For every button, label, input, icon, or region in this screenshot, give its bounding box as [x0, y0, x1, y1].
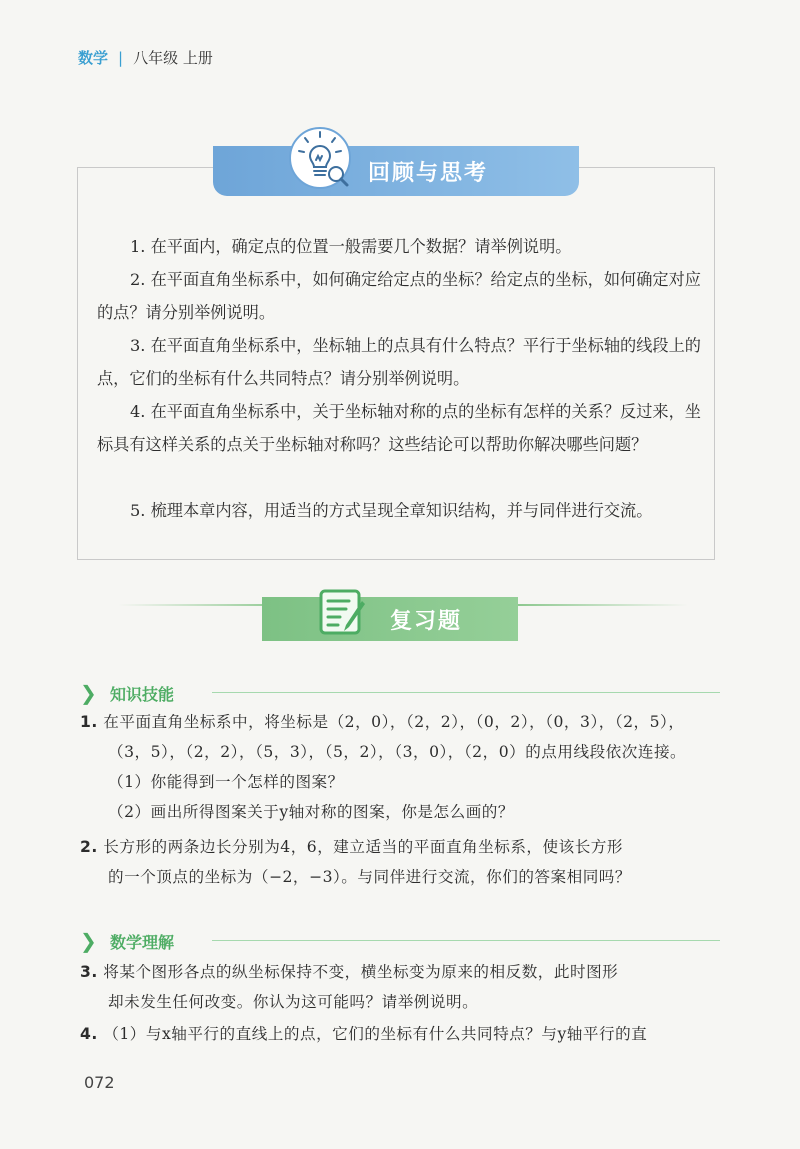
subject-label: 数学	[78, 49, 109, 67]
question-text: 却未发生任何改变。你认为这可能吗？请举例说明。	[108, 993, 479, 1011]
lightbulb-icon	[283, 120, 357, 194]
review-item-3: 3. 在平面直角坐标系中，坐标轴上的点具有什么特点？平行于坐标轴的线段上的点，它们的坐标有什么共同特点？请分别举例说明。	[97, 336, 701, 388]
question-number: 2.	[80, 838, 98, 856]
question-1	[80, 707, 730, 827]
sub-question: （1）你能得到一个怎样的图案？	[108, 773, 344, 791]
question-text: 的一个顶点的坐标为（−2，−3）。与同伴进行交流，你们的答案相同吗？	[108, 868, 631, 886]
question-text: （3，5），（2，2），（5，3），（5，2），（3，0），（2，0）的点用线段依次连接。	[108, 743, 687, 761]
question-text: （1）与x轴平行的直线上的点，它们的坐标有什么共同特点？与y轴平行的直	[103, 1025, 648, 1043]
sub-question: （2）画出所得图案关于y轴对称的图案，你是怎么画的？	[108, 803, 514, 821]
page-number: 072	[84, 1073, 115, 1092]
section-math-understanding	[80, 929, 720, 953]
question-number: 1.	[80, 713, 98, 731]
review-item-1: 1. 在平面内，确定点的位置一般需要几个数据？请举例说明。	[130, 237, 572, 256]
question-2	[80, 832, 730, 892]
question-text: 长方形的两条边长分别为4，6，建立适当的平面直角坐标系，使该长方形	[103, 838, 623, 856]
question-3	[80, 957, 730, 1017]
page-header	[78, 47, 213, 68]
chevron-right-icon: ❯	[80, 929, 97, 953]
review-banner	[213, 146, 579, 196]
exercise-title: 复习题	[390, 609, 463, 634]
notepad-icon	[316, 585, 372, 641]
question-number: 3.	[80, 963, 98, 981]
question-number: 4.	[80, 1025, 98, 1043]
question-text: 将某个图形各点的纵坐标保持不变，横坐标变为原来的相反数，此时图形	[103, 963, 619, 981]
section-label: 知识技能	[110, 685, 175, 704]
review-item-5: 5. 梳理本章内容，用适当的方式呈现全章知识结构，并与同伴进行交流。	[130, 501, 653, 520]
section-label: 数学理解	[110, 933, 175, 952]
header-separator: |	[118, 49, 124, 67]
chevron-right-icon: ❯	[80, 681, 97, 705]
question-4	[80, 1019, 730, 1049]
section-knowledge-skills	[80, 681, 720, 705]
question-text: 在平面直角坐标系中，将坐标是（2，0），（2，2），（0，2），（0，3），（2，5），	[103, 713, 685, 731]
review-title: 回顾与思考	[368, 161, 489, 186]
review-item-2: 2. 在平面直角坐标系中，如何确定给定点的坐标？给定点的坐标，如何确定对应的点？请分别举例说明。	[97, 270, 701, 322]
exercise-banner	[262, 597, 518, 641]
grade-label: 八年级 上册	[133, 49, 213, 67]
review-item-4: 4. 在平面直角坐标系中，关于坐标轴对称的点的坐标有怎样的关系？反过来，坐标具有这样关系的点关于坐标轴对称吗？这些结论可以帮助你解决哪些问题？	[97, 402, 701, 454]
